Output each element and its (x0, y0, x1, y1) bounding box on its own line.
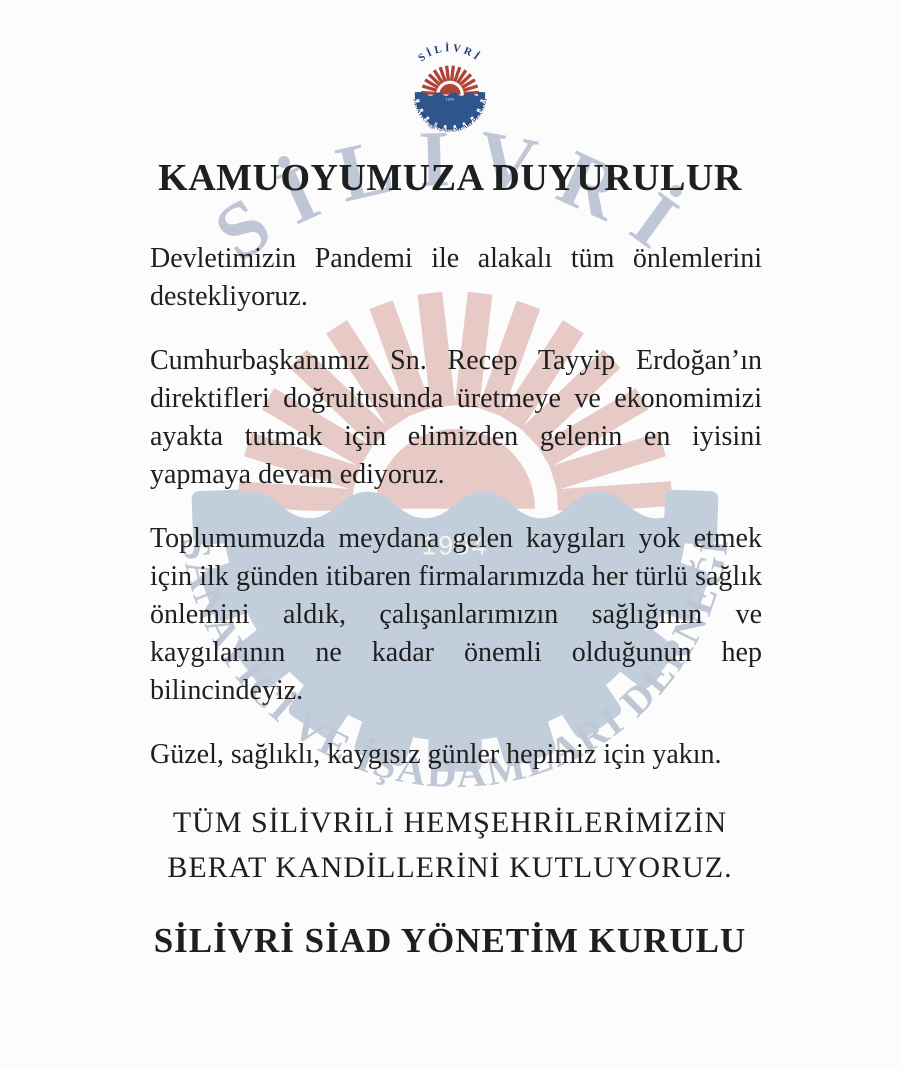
paragraph-2: Cumhurbaşkanımız Sn. Recep Tayyip Erdoğan’ın direktifleri doğrultusunda üretmeye ve ekonomimizi ayakta tutmak için elimizden gelenin en iyisini yapmaya devam ediyoruz. (150, 345, 762, 490)
closing-line-2: BERAT KANDİLLERİNİ KUTLUYORUZ. (167, 851, 733, 884)
announcement-content (0, 38, 900, 962)
closing-line-1: TÜM SİLİVRİLİ HEMŞEHRİLERİMİZİN (172, 806, 728, 839)
paragraph-1: Devletimizin Pandemi ile alakalı tüm önlemlerini destekliyoruz. (150, 243, 762, 312)
page-title: KAMUOYUMUZA DUYURULUR (158, 157, 742, 199)
siad-logo (394, 38, 506, 150)
signature-line: SİLİVRİ SİAD YÖNETİM KURULU (153, 921, 747, 960)
closing-block (0, 800, 900, 890)
paragraph-3: Toplumumuzda meydana gelen kaygıları yok etmek için ilk günden itibaren firmalarımızda her türlü sağlık önlemini aldık, çalışanlarımızın sağlığının ve kaygılarının ne kadar önemli olduğunun hep bilincindeyiz. (150, 523, 762, 706)
paragraph-4: Güzel, sağlıklı, kaygısız günler hepimiz için yakın. (150, 739, 722, 770)
body-text (150, 240, 762, 774)
